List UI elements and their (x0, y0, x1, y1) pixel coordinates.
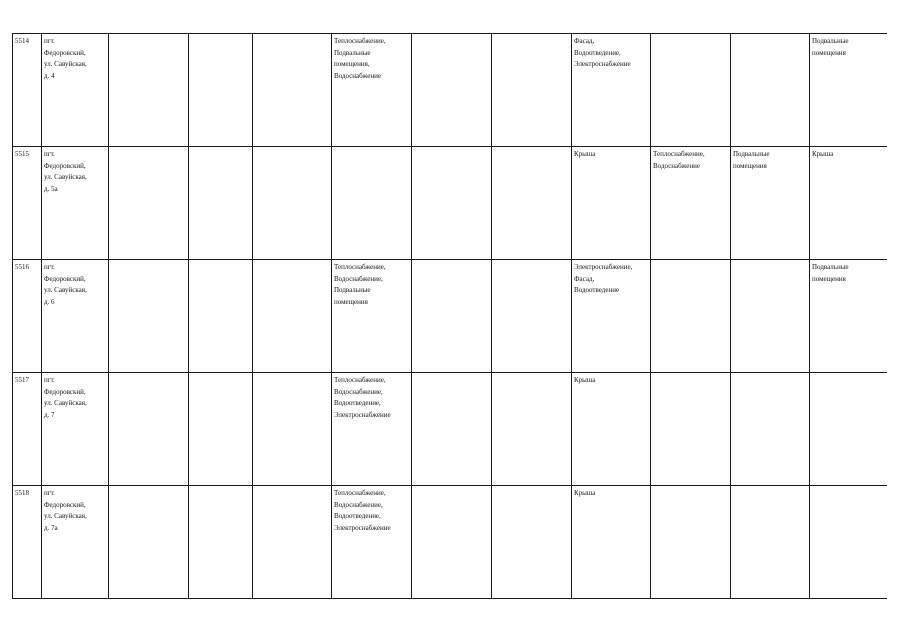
cell-col-8 (492, 373, 572, 486)
cell-works-list-c (651, 260, 731, 373)
cell-text-line: Федоровский, (44, 387, 86, 396)
cell-works-list-b (572, 34, 651, 147)
table-row (13, 373, 887, 486)
cell-text-line: помещения (812, 48, 846, 57)
cell-row-number (13, 486, 42, 599)
cell-text-line: ул. Савуйская, (44, 60, 87, 68)
cell-text-line: ул. Савуйская, (44, 173, 87, 181)
cell-text-line: 5518 (15, 489, 29, 497)
cell-text-line: пгт. (44, 489, 55, 497)
cell-works-list-c (651, 34, 731, 147)
cell-text-line: Фасад, (574, 37, 595, 45)
cell-works-list-e (810, 147, 887, 260)
cell-works-list-a (332, 147, 412, 260)
cell-text-line: Фасад, (574, 274, 595, 283)
cell-text-line: Водоснабжение, (334, 387, 383, 396)
cell-col-3 (109, 34, 189, 147)
cell-text-line: помещения, (334, 60, 370, 68)
cell-text-line: Подвальные (334, 286, 371, 294)
cell-works-list-d (731, 260, 810, 373)
cell-row-number (13, 373, 42, 486)
cell-works-list-e (810, 486, 887, 599)
table-row (13, 260, 887, 373)
cell-address (42, 486, 109, 599)
cell-col-8 (492, 34, 572, 147)
cell-text-line: Водоотведение, (334, 399, 381, 407)
cell-text-line: Крыша (574, 489, 596, 497)
cell-col-4 (189, 260, 253, 373)
cell-text-line: Теплоснабжение, (334, 489, 386, 497)
cell-address (42, 34, 109, 147)
cell-text-line: Федоровский, (44, 161, 86, 170)
cell-text-line: Теплоснабжение, (334, 263, 386, 271)
cell-text-line: пгт. (44, 37, 55, 45)
cell-col-4 (189, 373, 253, 486)
cell-row-number (13, 147, 42, 260)
cell-text-line: Федоровский, (44, 500, 86, 509)
cell-text-line: Подвальные (812, 37, 849, 45)
cell-text-line: Водоснабжение, (334, 500, 383, 509)
cell-text-line: пгт. (44, 263, 55, 271)
cell-text-line: Водоотведение, (574, 48, 621, 57)
cell-text-line: пгт. (44, 376, 55, 384)
cell-col-7 (412, 486, 492, 599)
table-body (13, 34, 887, 599)
cell-text-line: Теплоснабжение, (334, 376, 386, 384)
cell-text-line: помещения (812, 274, 846, 283)
cell-col-4 (189, 34, 253, 147)
cell-col-5 (253, 486, 332, 599)
cell-col-4 (189, 147, 253, 260)
cell-col-3 (109, 373, 189, 486)
cell-text-line: 5517 (15, 376, 29, 384)
table-row (13, 486, 887, 599)
cell-col-5 (253, 34, 332, 147)
cell-text-line: Крыша (812, 150, 834, 158)
cell-address (42, 147, 109, 260)
cell-row-number (13, 260, 42, 373)
cell-works-list-a (332, 373, 412, 486)
cell-works-list-b (572, 373, 651, 486)
cell-row-number (13, 34, 42, 147)
cell-text-line: Водоснабжение, (334, 274, 383, 283)
cell-text-line: Подвальные (812, 263, 849, 271)
cell-text-line: д. 7 (44, 410, 55, 419)
cell-text-line: Водоснабжение (653, 161, 701, 170)
cell-text-line: Электроснабжение (574, 60, 631, 68)
cell-text-line: Подвальные (334, 48, 371, 57)
cell-works-list-e (810, 34, 887, 147)
cell-col-7 (412, 260, 492, 373)
cell-text-line: д. 5а (44, 184, 58, 193)
cell-text-line: 5514 (15, 37, 29, 45)
cell-works-list-d (731, 373, 810, 486)
cell-col-8 (492, 147, 572, 260)
cell-works-list-d (731, 34, 810, 147)
cell-text-line: Электроснабжение (334, 523, 391, 532)
cell-text-line: Крыша (574, 150, 596, 158)
cell-col-5 (253, 147, 332, 260)
cell-works-list-c (651, 486, 731, 599)
cell-text-line: 5515 (15, 150, 29, 158)
cell-works-list-a (332, 486, 412, 599)
cell-works-list-e (810, 373, 887, 486)
cell-text-line: ул. Савуйская, (44, 286, 87, 294)
cell-works-list-d (731, 147, 810, 260)
cell-works-list-b (572, 260, 651, 373)
cell-address (42, 373, 109, 486)
cell-text-line: Водоотведение, (334, 512, 381, 520)
cell-col-5 (253, 373, 332, 486)
cell-works-list-e (810, 260, 887, 373)
cell-col-7 (412, 34, 492, 147)
document-table (12, 33, 887, 599)
cell-text-line: помещения (334, 297, 368, 306)
cell-text-line: Водоотведение (574, 286, 620, 294)
cell-address (42, 260, 109, 373)
cell-col-3 (109, 260, 189, 373)
cell-works-list-a (332, 34, 412, 147)
cell-col-8 (492, 260, 572, 373)
cell-col-7 (412, 147, 492, 260)
cell-text-line: Электроснабжение, (574, 263, 633, 271)
cell-text-line: Теплоснабжение, (653, 150, 705, 158)
cell-text-line: Федоровский, (44, 274, 86, 283)
cell-works-list-b (572, 147, 651, 260)
table-row (13, 147, 887, 260)
cell-text-line: Подвальные (733, 150, 770, 158)
cell-text-line: Федоровский, (44, 48, 86, 57)
cell-text-line: ул. Савуйская, (44, 399, 87, 407)
cell-text-line: д. 6 (44, 297, 55, 306)
cell-col-5 (253, 260, 332, 373)
cell-text-line: Теплоснабжение, (334, 37, 386, 45)
cell-text-line: 5516 (15, 263, 29, 271)
cell-text-line: ул. Савуйская, (44, 512, 87, 520)
cell-works-list-d (731, 486, 810, 599)
cell-text-line: пгт. (44, 150, 55, 158)
table-row (13, 34, 887, 147)
cell-works-list-c (651, 147, 731, 260)
cell-text-line: д. 4 (44, 71, 55, 80)
cell-text-line: Электроснабжение (334, 410, 391, 419)
cell-col-7 (412, 373, 492, 486)
cell-text-line: помещения (733, 161, 767, 170)
cell-text-line: Водоснабжение (334, 71, 382, 80)
cell-works-list-c (651, 373, 731, 486)
cell-works-list-a (332, 260, 412, 373)
cell-works-list-b (572, 486, 651, 599)
cell-text-line: Крыша (574, 376, 596, 384)
cell-col-4 (189, 486, 253, 599)
cell-text-line: д. 7а (44, 523, 58, 532)
cell-col-3 (109, 147, 189, 260)
cell-col-8 (492, 486, 572, 599)
cell-col-3 (109, 486, 189, 599)
